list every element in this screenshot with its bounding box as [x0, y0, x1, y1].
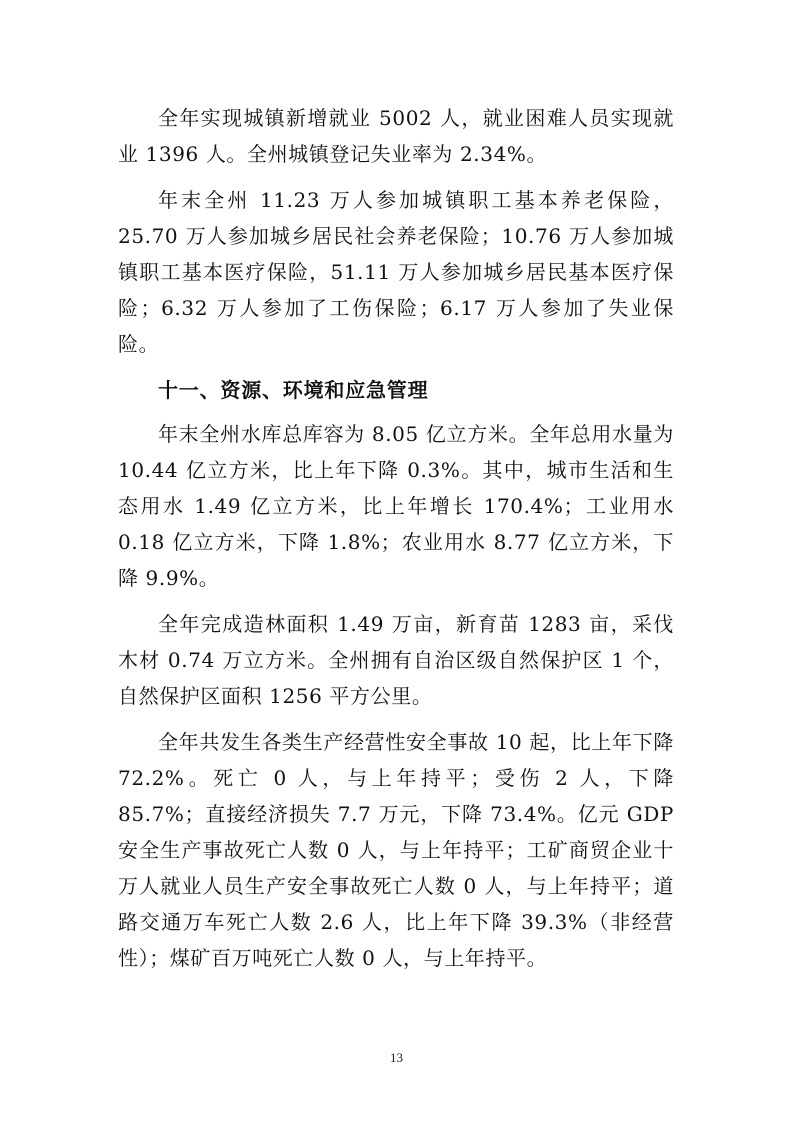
safety-accidents-paragraph: 全年共发生各类生产经营性安全事故 10 起，比上年下降 72.2%。死亡 0 人，与上年持平；受伤 2 人，下降 85.7%；直接经济损失 7.7 万元，下降 73.4%。亿元 GDP 安全生产事故死亡人数 0 人，与上年持平；工矿商贸企业十万人就业人员生产安全事故死亡人数 0 人，与上年持平；道路交通万车死亡人数 2.6 人，比上年下降 39.3%（非经营性）；煤矿百万吨死亡人数 0 人，与上年持平。	[118, 730, 674, 970]
forestry-paragraph: 全年完成造林面积 1.49 万亩，新育苗 1283 亩，采伐木材 0.74 万立方米。全州拥有自治区级自然保护区 1 个，自然保护区面积 1256 平方公里。	[118, 612, 674, 708]
social-insurance-paragraph: 年末全州 11.23 万人参加城镇职工基本养老保险，25.70 万人参加城乡居民社会养老保险；10.76 万人参加城镇职工基本医疗保险，51.11 万人参加城乡居民基本医疗保险；6.32 万人参加了工伤保险；6.17 万人参加了失业保险。	[118, 188, 674, 356]
employment-paragraph: 全年实现城镇新增就业 5002 人，就业困难人员实现就业 1396 人。全州城镇登记失业率为 2.34%。	[118, 106, 674, 166]
page-number: 13	[390, 1050, 403, 1065]
section-heading: 十一、资源、环境和应急管理	[158, 378, 429, 402]
water-resources-paragraph: 年末全州水库总库容为 8.05 亿立方米。全年总用水量为 10.44 亿立方米，比上年下降 0.3%。其中，城市生活和生态用水 1.49 亿立方米，比上年增长 170.4%；工业用水 0.18 亿立方米，下降 1.8%；农业用水 8.77 亿立方米，下降 9.9%。	[118, 422, 674, 590]
page-body	[118, 100, 674, 986]
